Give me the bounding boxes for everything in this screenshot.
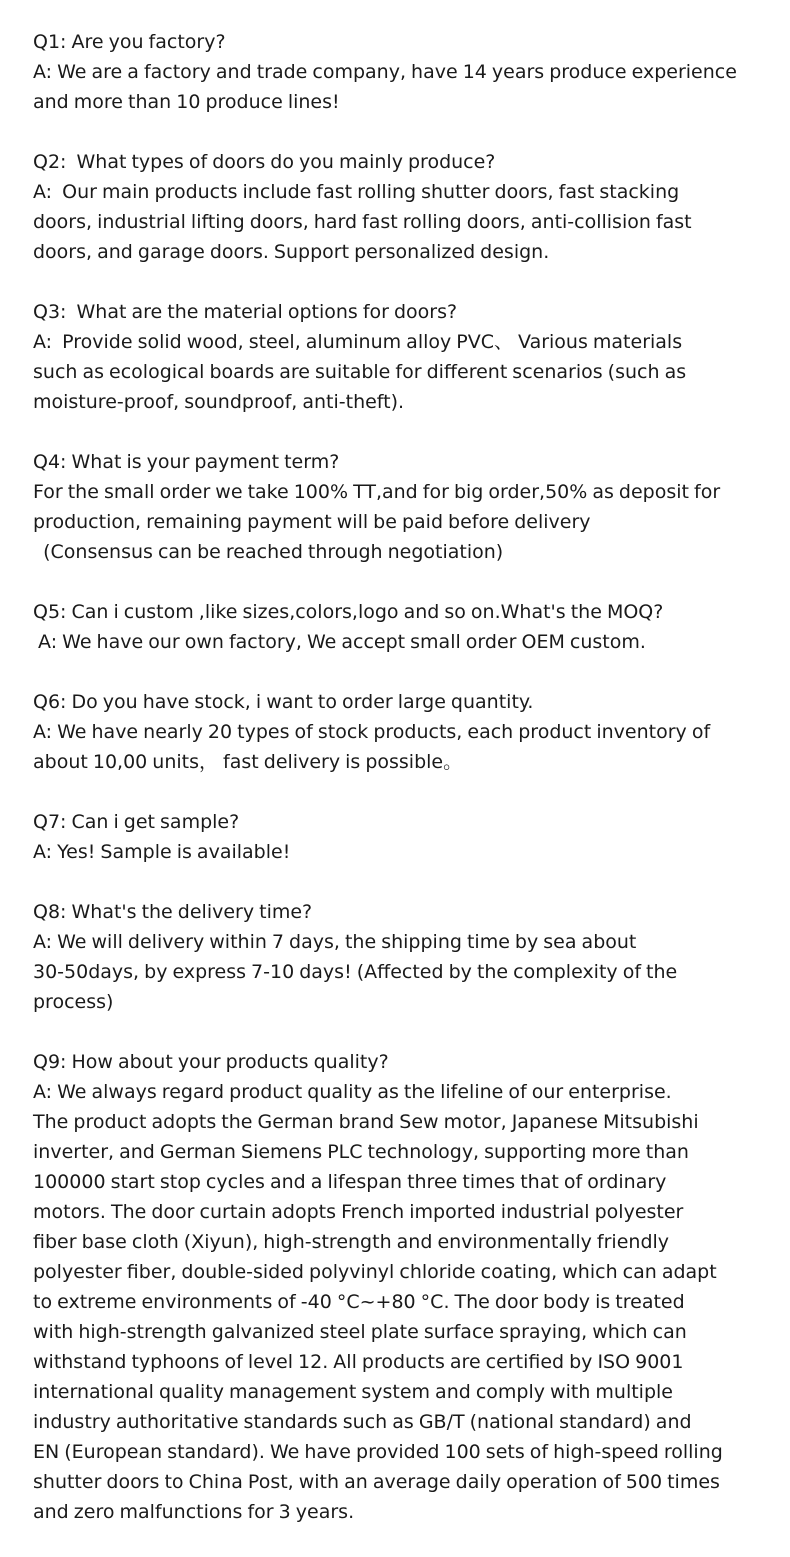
faq-question: Q9: How about your products quality?	[33, 1051, 389, 1073]
faq-answer: A: Yes! Sample is available!	[33, 841, 291, 863]
faq-item-q7	[33, 807, 773, 867]
faq-question: Q1: Are you factory?	[33, 31, 226, 53]
faq-answer: A: We have nearly 20 types of stock products, each product inventory of about 10,00 units， fast delivery is possible。	[33, 721, 711, 773]
faq-answer: A: Our main products include fast rolling shutter doors, fast stacking doors, industrial lifting doors, hard fast rolling doors, anti-collision fast doors, and garage doors. Support personalized design.	[33, 181, 692, 263]
faq-list	[33, 27, 773, 1557]
faq-item-q8	[33, 897, 773, 1017]
faq-item-q2	[33, 147, 773, 267]
faq-question: Q5: Can i custom ,like sizes,colors,logo and so on.What's the MOQ?	[33, 601, 664, 623]
faq-question: Q6: Do you have stock, i want to order large quantity.	[33, 691, 534, 713]
faq-item-q4	[33, 447, 773, 567]
faq-item-q1	[33, 27, 773, 117]
faq-question: Q3: What are the material options for doors?	[33, 301, 458, 323]
faq-item-q5	[33, 597, 773, 657]
faq-question: Q4: What is your payment term?	[33, 451, 340, 473]
faq-item-q3	[33, 297, 773, 417]
faq-answer: A: We will delivery within 7 days, the shipping time by sea about 30-50days, by express 7-10 days! (Affected by the complexity of the process)	[33, 931, 678, 1013]
faq-question: Q8: What's the delivery time?	[33, 901, 313, 923]
faq-answer: For the small order we take 100% TT,and for big order,50% as deposit for production, remaining payment will be paid before delivery (Consensus can be reached through negotiation)	[33, 481, 721, 563]
faq-answer: A: We are a factory and trade company, have 14 years produce experience and more than 10 produce lines!	[33, 61, 737, 113]
faq-answer: A: We always regard product quality as the lifeline of our enterprise. The product adopts the German brand Sew motor, Japanese Mitsubishi inverter, and German Siemens PLC technology, supporting more than 100000 start stop cycles and a lifespan three times that of ordinary motors. The door curtain adopts French imported industrial polyester fiber base cloth (Xiyun), high-strength and environmentally friendly polyester fiber, double-sided polyvinyl chloride coating, which can adapt to extreme environments of -40 °C~+80 °C. The door body is treated with high-strength galvanized steel plate surface spraying, which can withstand typhoons of level 12. All products are certified by ISO 9001 international quality management system and comply with multiple industry authoritative standards such as GB/T (national standard) and EN (European standard). We have provided 100 sets of high-speed rolling shutter doors to China Post, with an average daily operation of 500 times and zero malfunctions for 3 years.	[33, 1081, 723, 1523]
faq-item-q6	[33, 687, 773, 777]
faq-answer: A: Provide solid wood, steel, aluminum alloy PVC、 Various materials such as ecological boards are suitable for different scenarios (such as moisture-proof, soundproof, anti-theft).	[33, 331, 687, 413]
faq-item-q9	[33, 1047, 773, 1527]
faq-question: Q2: What types of doors do you mainly produce?	[33, 151, 496, 173]
faq-answer: A: We have our own factory, We accept small order OEM custom.	[33, 631, 646, 653]
faq-question: Q7: Can i get sample?	[33, 811, 240, 833]
